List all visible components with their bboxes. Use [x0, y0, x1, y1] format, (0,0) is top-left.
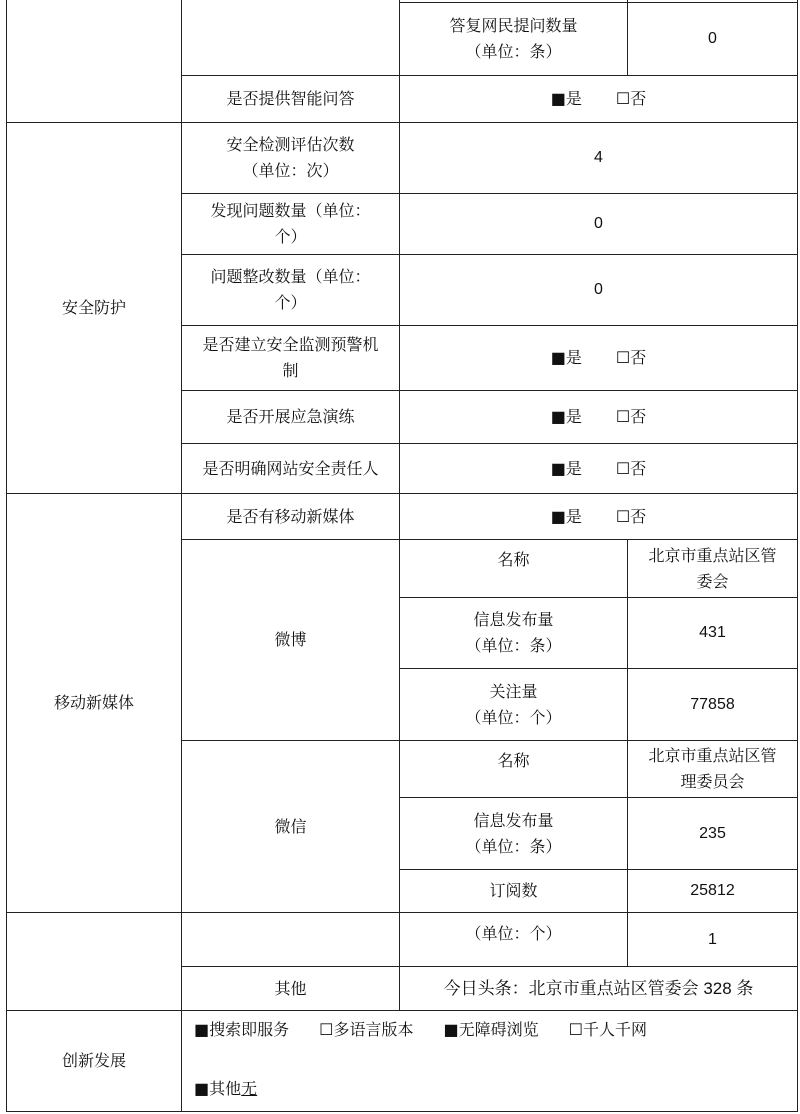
has-media-options: ■ 是 ☐ 否	[400, 494, 797, 539]
found-count-label: 发现问题数量（单位： 个）	[210, 201, 371, 246]
wechat-posts-label: 信息发布量 （单位：条）	[465, 810, 562, 856]
no-checkbox[interactable]: ☐	[615, 89, 631, 108]
yes-checkbox[interactable]: ■	[550, 407, 566, 426]
no-checkbox[interactable]: ☐	[615, 348, 631, 367]
border-right	[797, 0, 798, 1112]
drill-options: ■ 是 ☐ 否	[400, 391, 797, 443]
innovation-other	[190, 1075, 490, 1103]
eval-count-label: 安全检测评估次数 （单位：次）	[226, 135, 355, 180]
other-value: 无	[241, 1079, 258, 1098]
weibo-title: 微博	[274, 630, 307, 649]
personalized-label: 千人千网	[582, 1020, 647, 1039]
smart-qa-label: 是否提供智能问答	[226, 89, 355, 108]
has-media-label: 是否有移动新媒体	[226, 506, 355, 526]
weibo-follow-value: 77858	[690, 695, 735, 713]
monitor-options: ■ 是 ☐ 否	[400, 326, 797, 390]
media-section-title: 移动新媒体	[53, 693, 134, 712]
wechat-subs-value: 25812	[690, 882, 735, 899]
search-service-label: 搜索即服务	[209, 1020, 290, 1039]
wechat-name-label: 名称	[497, 751, 530, 770]
app-count-value: 1	[708, 930, 717, 948]
personalized-checkbox[interactable]: ☐	[568, 1020, 583, 1039]
multilang-checkbox[interactable]: ☐	[319, 1020, 334, 1039]
yes-checkbox[interactable]: ■	[550, 506, 566, 526]
wechat-title: 微信	[274, 816, 307, 836]
drill-label: 是否开展应急演练	[226, 407, 355, 426]
search-service-checkbox[interactable]: ■	[194, 1020, 210, 1039]
found-count-value: 0	[594, 215, 603, 232]
other-checkbox[interactable]: ■	[194, 1079, 210, 1098]
weibo-name-label: 名称	[497, 550, 530, 569]
innovation-options	[190, 1016, 790, 1044]
owner-label: 是否明确网站安全责任人	[202, 458, 379, 478]
wechat-posts-value: 235	[699, 824, 726, 842]
accessibility-label: 无障碍浏览	[458, 1020, 539, 1039]
app-unit-label: （单位：个）	[465, 924, 562, 943]
fix-count-value: 0	[594, 281, 603, 298]
security-section-title: 安全防护	[61, 298, 126, 317]
yes-checkbox[interactable]: ■	[550, 458, 566, 478]
monitor-label: 是否建立安全监测预警机 制	[202, 335, 379, 380]
reply-count-label: 答复网民提问数量 （单位：条）	[449, 16, 578, 61]
other-media-label: 其他	[274, 978, 307, 998]
smart-qa-options: ■ 是 ☐ 否	[400, 76, 797, 122]
no-checkbox[interactable]: ☐	[615, 407, 631, 426]
multilang-label: 多语言版本	[333, 1020, 414, 1039]
wechat-subs-label: 订阅数	[489, 881, 538, 900]
wechat-name-value: 北京市重点站区管 理委员会	[648, 746, 777, 791]
no-checkbox[interactable]: ☐	[615, 506, 631, 526]
weibo-posts-label: 信息发布量 （单位：条）	[465, 610, 562, 655]
weibo-posts-value: 431	[699, 624, 726, 641]
owner-options: ■ 是 ☐ 否	[400, 444, 797, 493]
weibo-follow-label: 关注量 （单位：个）	[465, 681, 562, 727]
other-media-value: 今日头条：北京市重点站区管委会 328 条	[443, 978, 754, 998]
no-checkbox[interactable]: ☐	[615, 458, 631, 478]
eval-count-value: 4	[594, 149, 603, 166]
yes-checkbox[interactable]: ■	[550, 348, 566, 367]
weibo-name-value: 北京市重点站区管 委会	[648, 545, 777, 591]
other-label: 其他	[209, 1079, 242, 1098]
border-bottom	[6, 1111, 798, 1112]
fix-count-label: 问题整改数量（单位： 个）	[210, 267, 371, 312]
accessibility-checkbox[interactable]: ■	[443, 1020, 459, 1039]
reply-count-value: 0	[708, 30, 717, 47]
yes-checkbox[interactable]: ■	[550, 89, 566, 108]
innovation-section-title: 创新发展	[61, 1051, 126, 1070]
